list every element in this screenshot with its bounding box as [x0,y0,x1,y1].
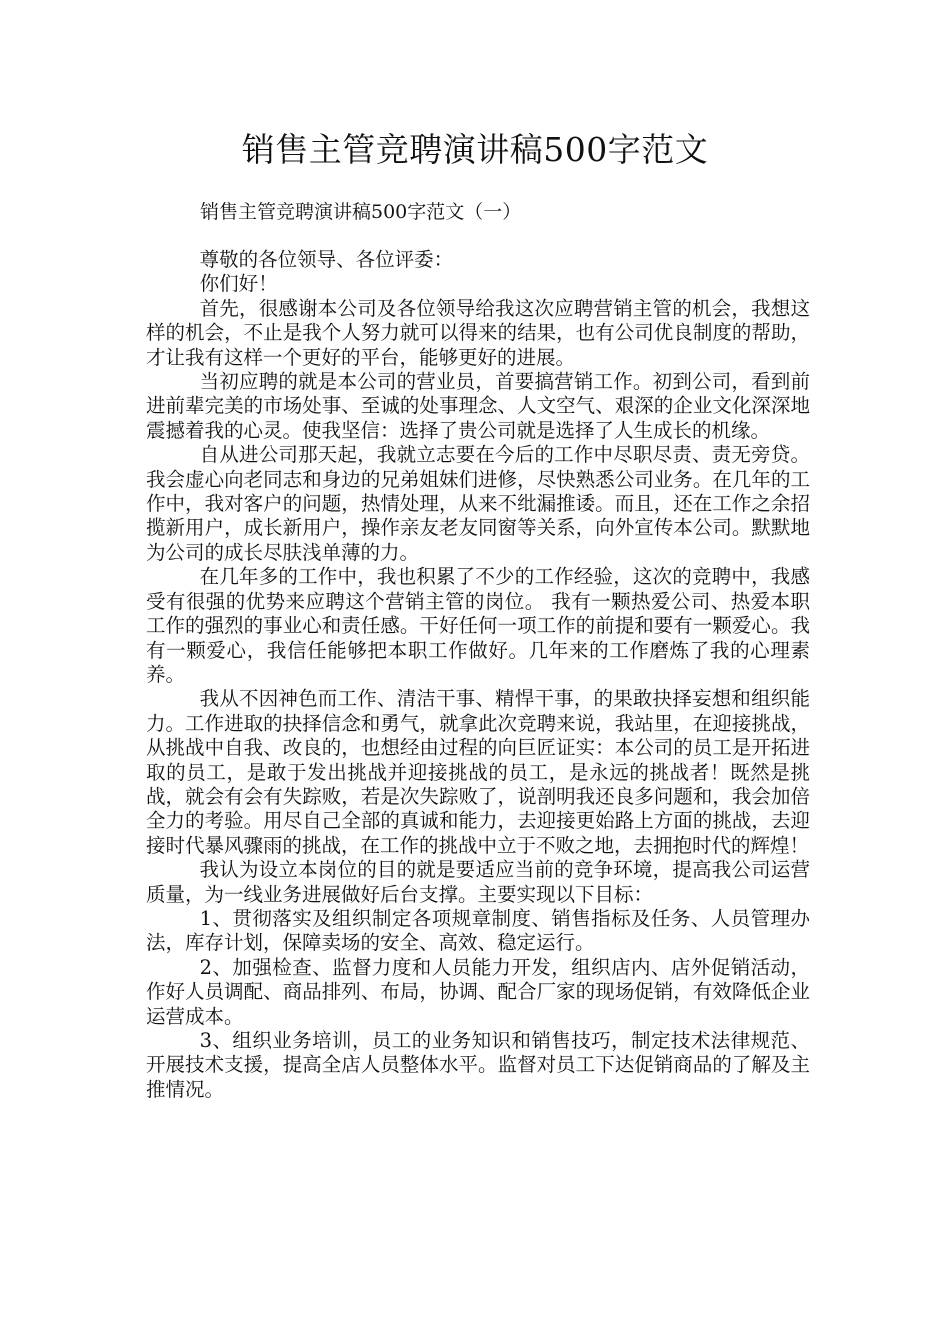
document-body [146,248,810,1102]
greeting: 你们好！ [199,272,278,296]
document-title: 销售主管竞聘演讲稿500字范文 [241,130,709,169]
salutation: 尊敬的各位领导、各位评委： [199,248,454,271]
paragraph: 我认为设立本岗位的目的就是要适应当前的竞争环境，提高我公司运营质量，为一线业务进展做好后台支撑。主要实现以下目标： [146,858,810,906]
goal-item: 2、加强检查、监督力度和人员能力开发，组织店内、店外促销活动，作好人员调配、商品排列、布局，协调、配合厂家的现场促销，有效降低企业运营成本。 [146,955,810,1028]
paragraph: 在几年多的工作中，我也积累了不少的工作经验，这次的竞聘中，我感受有很强的优势来应聘这个营销主管的岗位。 我有一颗热爱公司、热爱本职工作的强烈的事业心和责任感。干好任何一项工作的前提和要有一颗爱心。我有一颗爱心，我信任能够把本职工作做好。几年来的工作磨炼了我的心理素养。 [146,565,810,686]
paragraph: 我从不因神色而工作、清洁干事、精悍干事，的果敢抉择妄想和组织能力。工作进取的抉择信念和勇气，就拿此次竞聘来说，我站里，在迎接挑战，从挑战中自我、改良的，也想经由过程的向巨匠证实：本公司的员工是开拓进取的员工，是敢于发出挑战并迎接挑战的员工，是永远的挑战者！既然是挑战，就会有会有失踪败，若是次失踪败了，说剖明我还良多问题和，我会加倍全力的考验。用尽自己全部的真诚和能力，去迎接更始路上方面的挑战，去迎接时代暴风骤雨的挑战，在工作的挑战中立于不败之地，去拥抱时代的辉煌！ [146,687,810,857]
paragraph: 自从进公司那天起，我就立志要在今后的工作中尽职尽责、责无旁贷。我会虚心向老同志和身边的兄弟姐妹们进修，尽快熟悉公司业务。在几年的工作中，我对客户的问题，热情处理，从来不纰漏推诿。而且，还在工作之余招揽新用户，成长新用户，操作亲友老友同窗等关系，向外宣传本公司。默默地为公司的成长尽肤浅单薄的力。 [146,443,810,564]
goal-item: 3、组织业务培训，员工的业务知识和销售技巧，制定技术法律规范、开展技术支援，提高全店人员整体水平。监督对员工下达促销商品的了解及主推情况。 [146,1029,810,1101]
paragraph: 当初应聘的就是本公司的营业员，首要搞营销工作。初到公司，看到前进前辈完美的市场处事、至诚的处事理念、人文空气、艰深的企业文化深深地震撼着我的心灵。使我坚信：选择了贵公司就是选择了人生成长的机缘。 [146,370,810,442]
paragraph: 首先，很感谢本公司及各位领导给我这次应聘营销主管的机会，我想这样的机会，不止是我个人努力就可以得来的结果，也有公司优良制度的帮助，才让我有这样一个更好的平台，能够更好的进展。 [146,296,810,369]
goal-item: 1、贯彻落实及组织制定各项规章制度、销售指标及任务、人员管理办法，库存计划，保障卖场的安全、高效、稳定运行。 [146,906,810,955]
document-subtitle: 销售主管竞聘演讲稿500字范文（一） [200,201,522,223]
